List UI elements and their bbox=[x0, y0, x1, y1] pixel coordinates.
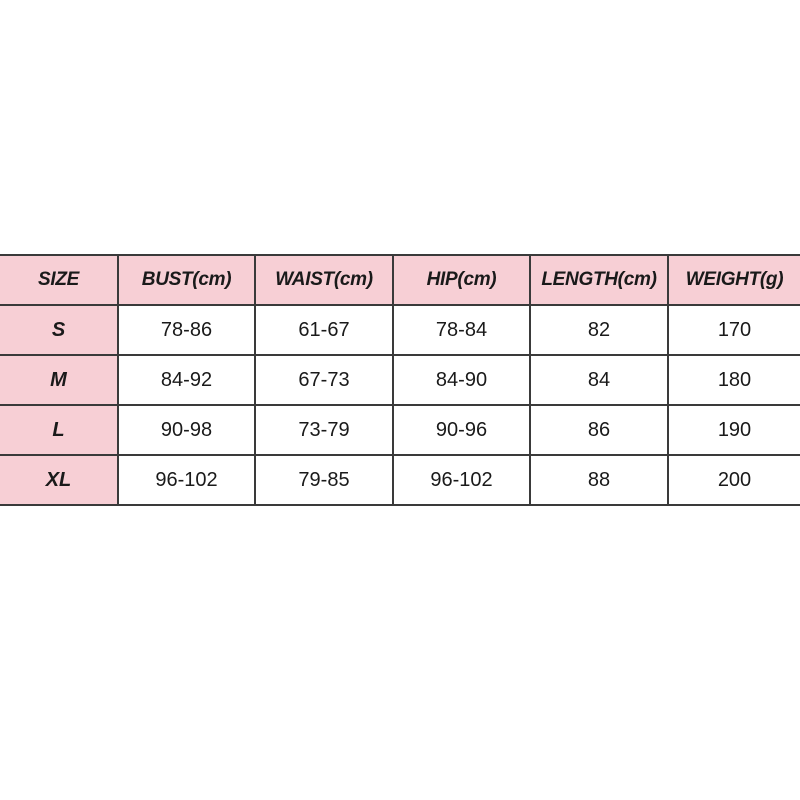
header-weight: WEIGHT(g) bbox=[668, 255, 800, 305]
hip-value: 90-96 bbox=[393, 405, 530, 455]
waist-value: 67-73 bbox=[255, 355, 393, 405]
size-label: M bbox=[0, 355, 118, 405]
waist-value: 73-79 bbox=[255, 405, 393, 455]
waist-value: 79-85 bbox=[255, 455, 393, 505]
length-value: 86 bbox=[530, 405, 668, 455]
size-chart-table bbox=[0, 254, 800, 506]
header-bust: BUST(cm) bbox=[118, 255, 255, 305]
bust-value: 96-102 bbox=[118, 455, 255, 505]
header-length: LENGTH(cm) bbox=[530, 255, 668, 305]
size-label: L bbox=[0, 405, 118, 455]
header-hip: HIP(cm) bbox=[393, 255, 530, 305]
waist-value: 61-67 bbox=[255, 305, 393, 355]
table-row bbox=[0, 305, 800, 355]
length-value: 84 bbox=[530, 355, 668, 405]
table-row bbox=[0, 455, 800, 505]
weight-value: 170 bbox=[668, 305, 800, 355]
bust-value: 90-98 bbox=[118, 405, 255, 455]
bust-value: 78-86 bbox=[118, 305, 255, 355]
length-value: 82 bbox=[530, 305, 668, 355]
table-header-row bbox=[0, 255, 800, 305]
hip-value: 84-90 bbox=[393, 355, 530, 405]
weight-value: 180 bbox=[668, 355, 800, 405]
header-size: SIZE bbox=[0, 255, 118, 305]
weight-value: 200 bbox=[668, 455, 800, 505]
hip-value: 78-84 bbox=[393, 305, 530, 355]
size-label: S bbox=[0, 305, 118, 355]
bust-value: 84-92 bbox=[118, 355, 255, 405]
hip-value: 96-102 bbox=[393, 455, 530, 505]
header-waist: WAIST(cm) bbox=[255, 255, 393, 305]
table-row bbox=[0, 405, 800, 455]
size-label: XL bbox=[0, 455, 118, 505]
table-row bbox=[0, 355, 800, 405]
length-value: 88 bbox=[530, 455, 668, 505]
weight-value: 190 bbox=[668, 405, 800, 455]
